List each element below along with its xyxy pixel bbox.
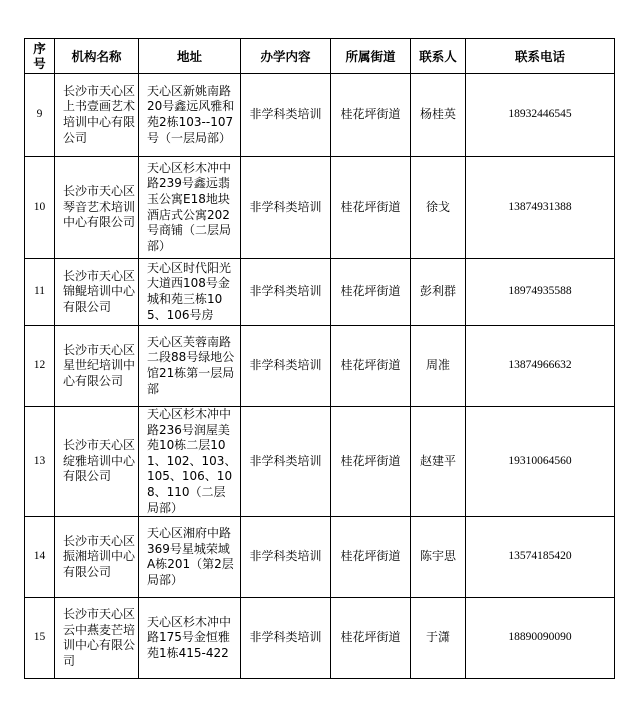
cell-name: 长沙市天心区绽雅培训中心有限公司 [55,407,139,517]
cell-contact: 徐戈 [411,157,466,259]
cell-content: 非学科类培训 [241,517,331,598]
table-row [25,517,615,598]
cell-address: 天心区杉木冲中路236号润屋美苑10栋二层101、102、103、105、106、108、110（二层局部） [139,407,241,517]
cell-street: 桂花坪街道 [331,74,411,157]
cell-street: 桂花坪街道 [331,326,411,407]
header-street: 所属街道 [331,39,411,74]
cell-address: 天心区芙蓉南路二段88号绿地公馆21栋第一层局部 [139,326,241,407]
cell-phone: 13574185420 [466,517,615,598]
table-row [25,326,615,407]
cell-phone: 18890090090 [466,598,615,679]
table-row [25,74,615,157]
cell-contact: 于潇 [411,598,466,679]
cell-phone: 13874931388 [466,157,615,259]
cell-name: 长沙市天心区星世纪培训中心有限公司 [55,326,139,407]
cell-phone: 13874966632 [466,326,615,407]
cell-address: 天心区湘府中路369号星城荣域A栋201（第2层局部） [139,517,241,598]
table-row [25,157,615,259]
header-phone: 联系电话 [466,39,615,74]
cell-contact: 陈宇思 [411,517,466,598]
header-address: 地址 [139,39,241,74]
cell-street: 桂花坪街道 [331,407,411,517]
cell-content: 非学科类培训 [241,157,331,259]
cell-contact: 周准 [411,326,466,407]
cell-content: 非学科类培训 [241,407,331,517]
institution-table-container [24,38,615,679]
cell-name: 长沙市天心区云中燕麦芒培训中心有限公司 [55,598,139,679]
cell-contact: 杨桂英 [411,74,466,157]
header-seq: 序号 [25,39,55,74]
header-name: 机构名称 [55,39,139,74]
cell-content: 非学科类培训 [241,598,331,679]
cell-content: 非学科类培训 [241,74,331,157]
cell-name: 长沙市天心区锦鲲培训中心有限公司 [55,259,139,326]
cell-phone: 18974935588 [466,259,615,326]
table-row [25,259,615,326]
table-row [25,598,615,679]
cell-content: 非学科类培训 [241,326,331,407]
cell-street: 桂花坪街道 [331,259,411,326]
cell-seq: 10 [25,157,55,259]
header-row [25,39,615,74]
header-contact: 联系人 [411,39,466,74]
cell-phone: 19310064560 [466,407,615,517]
cell-name: 长沙市天心区振湘培训中心有限公司 [55,517,139,598]
cell-content: 非学科类培训 [241,259,331,326]
cell-street: 桂花坪街道 [331,598,411,679]
cell-seq: 12 [25,326,55,407]
table-row [25,407,615,517]
header-content: 办学内容 [241,39,331,74]
cell-address: 天心区新姚南路20号鑫远风雅和苑2栋103--107号（一层局部） [139,74,241,157]
cell-street: 桂花坪街道 [331,157,411,259]
cell-seq: 14 [25,517,55,598]
cell-seq: 11 [25,259,55,326]
cell-address: 天心区时代阳光大道西108号金城和苑三栋105、106号房 [139,259,241,326]
cell-phone: 18932446545 [466,74,615,157]
institution-table [24,38,615,679]
cell-street: 桂花坪街道 [331,517,411,598]
cell-seq: 13 [25,407,55,517]
cell-address: 天心区杉木冲中路239号鑫远翡玉公寓E18地块酒店式公寓202号商铺（二层局部） [139,157,241,259]
cell-name: 长沙市天心区上书壹画艺术培训中心有限公司 [55,74,139,157]
table-header [25,39,615,74]
cell-name: 长沙市天心区琴音艺术培训中心有限公司 [55,157,139,259]
cell-seq: 15 [25,598,55,679]
cell-contact: 赵建平 [411,407,466,517]
cell-address: 天心区杉木冲中路175号金恒雅苑1栋415-422 [139,598,241,679]
table-body [25,74,615,679]
cell-seq: 9 [25,74,55,157]
cell-contact: 彭利群 [411,259,466,326]
